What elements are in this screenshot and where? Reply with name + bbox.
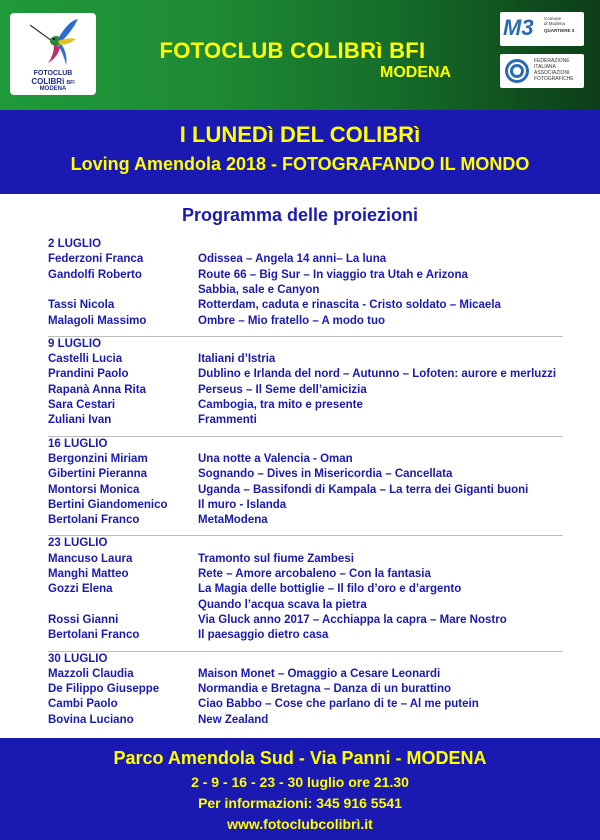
section-divider [48, 651, 563, 652]
projection-title: Italiani d’Istria [198, 353, 276, 366]
author-name: Gibertini Pieranna [48, 468, 148, 481]
section-divider [48, 336, 563, 337]
footer-website[interactable]: www.fotoclubcolibrì.it [227, 816, 373, 832]
projection-title: Frammenti [198, 414, 257, 427]
fiaf-emblem-icon [504, 58, 530, 84]
footer-info: Per informazioni: 345 916 5541 [198, 795, 402, 811]
partner1-line: QUARTIERE 3 [544, 28, 575, 33]
program-date: 16 LUGLIO [48, 437, 108, 450]
program-date: 2 LUGLIO [48, 238, 102, 250]
projection-title: Rete – Amore arcobaleno – Con la fantasia [198, 568, 431, 580]
author-name: Bovina Luciano [48, 713, 134, 726]
projection-title: Ombre – Mio fratello – A modo tuo [198, 314, 385, 327]
author-name: Tassi Nicola [48, 299, 115, 312]
program-row [0, 368, 600, 382]
projection-title: Normandia e Bretagna – Danza di un burattino [198, 683, 452, 696]
projection-title: Maison Monet – Omaggio a Cesare Leonardi [198, 667, 441, 680]
program-row [0, 315, 600, 329]
author-name: Rapanà Anna Rita [48, 383, 146, 396]
header [0, 0, 600, 110]
projection-title: Uganda – Bassifondi di Kampala – La terra dei Giganti buoni [198, 483, 529, 496]
program-row [0, 453, 600, 467]
club-title: FOTOCLUB COLIBRì BFI [159, 38, 426, 63]
program-row [0, 353, 600, 367]
author-name: Bergonzini Miriam [48, 452, 148, 465]
author-name: Gandolfi Roberto [48, 268, 142, 281]
program-title: Programma delle proiezioni [181, 205, 419, 225]
program-row [0, 629, 600, 643]
program-row [0, 384, 600, 398]
projection-title: Sognando – Dives in Misericordia – Cancellata [198, 468, 453, 481]
program-row [0, 299, 600, 313]
projection-title: Il paesaggio dietro casa [198, 629, 329, 642]
projection-title: Una notte a Valencia - Oman [198, 452, 353, 465]
projection-title: Quando l’acqua scava la pietra [198, 598, 367, 611]
program-row [0, 568, 600, 582]
event-title: I LUNEDì DEL COLIBRì [179, 122, 421, 147]
author-name: Castelli Lucia [48, 353, 123, 366]
author-name: Federzoni Franca [48, 253, 144, 266]
projection-title: Rotterdam, caduta e rinascita - Cristo soldato – Micaela [198, 299, 501, 312]
program-row [0, 269, 600, 283]
program-row [0, 414, 600, 428]
partner1-line: di Modena [544, 21, 566, 26]
author-name: Bertini Giandomenico [48, 498, 168, 511]
partner2-line: ITALIANA [534, 64, 556, 70]
projection-title: Via Gluck anno 2017 – Acchiappa la capra – Mare Nostro [198, 613, 507, 626]
program-row [0, 714, 600, 728]
footer-location: Parco Amendola Sud - Via Panni - MODENA [113, 748, 487, 768]
projection-title: New Zealand [198, 713, 269, 726]
program-row [0, 514, 600, 528]
author-name: Sara Cestari [48, 399, 116, 411]
partner2-line: ASSOCIAZIONI [534, 70, 570, 76]
projection-title: MetaModena [198, 514, 268, 527]
projection-title: Tramonto sul fiume Zambesi [198, 552, 354, 565]
program-row [0, 484, 600, 498]
program-row [0, 468, 600, 482]
event-subtitle: Loving Amendola 2018 - FOTOGRAFANDO IL MONDO [70, 154, 530, 174]
partner2-line: FOTOGRAFICHE [534, 76, 574, 82]
projection-title: Dublino e Irlanda del nord – Autunno – Lofoten: aurore e merluzzi [198, 368, 557, 381]
footer [0, 738, 600, 840]
logo-line2: COLIBRì BFI [31, 77, 75, 86]
author-name: Bertolani Franco [48, 514, 140, 527]
logo-line1: FOTOCLUB [33, 70, 73, 77]
projection-title: La Magia delle bottiglie – Il filo d’oro e d’argento [198, 583, 462, 596]
hummingbird-icon [28, 17, 80, 69]
program-date: 30 LUGLIO [48, 652, 108, 665]
event-band [0, 110, 600, 194]
program-row [0, 253, 600, 267]
partner1-line: Comune [544, 16, 562, 21]
projection-title: Perseus – Il Seme dell’amicizia [198, 383, 367, 396]
author-name: Manghi Matteo [48, 568, 129, 580]
program-date: 9 LUGLIO [48, 337, 102, 350]
author-name: Bertolani Franco [48, 629, 140, 642]
author-name: Zuliani Ivan [48, 414, 112, 427]
program-row [0, 683, 600, 697]
program-row [0, 284, 600, 298]
club-logo [10, 13, 96, 95]
program-row [0, 553, 600, 567]
logo-line3: MODENA [39, 86, 67, 92]
author-name: Montorsi Monica [48, 483, 140, 496]
author-name: Mazzoli Claudia [48, 667, 134, 680]
club-subtitle: MODENA [380, 64, 452, 81]
author-name: Cambi Paolo [48, 698, 118, 711]
program-date: 23 LUGLIO [48, 537, 108, 550]
author-name: Rossi Gianni [48, 613, 119, 626]
footer-dates: 2 - 9 - 16 - 23 - 30 luglio ore 21.30 [191, 774, 409, 790]
program-row [0, 668, 600, 682]
author-name: Gozzi Elena [48, 583, 113, 596]
partner2-line: FEDERAZIONE [534, 58, 570, 64]
projection-title: Sabbia, sale e Canyon [198, 283, 320, 296]
partner-logo-comune [500, 12, 584, 46]
projection-title: Cambogia, tra mito e presente [198, 399, 363, 411]
projection-title: Route 66 – Big Sur – In viaggio tra Utah e Arizona [198, 268, 468, 281]
program-row [0, 583, 600, 597]
program-row [0, 698, 600, 712]
projection-title: Ciao Babbo – Cose che parlano di te – Al me putein [198, 698, 479, 711]
program-row [0, 399, 600, 413]
author-name: Malagoli Massimo [48, 314, 147, 327]
author-name: Prandini Paolo [48, 368, 129, 381]
author-name: Mancuso Laura [48, 552, 133, 565]
author-name: De Filippo Giuseppe [48, 683, 160, 696]
program-row [0, 499, 600, 513]
section-divider [48, 535, 563, 536]
section-divider [48, 436, 563, 437]
partner-logo-fiaf [500, 54, 584, 88]
program-row [0, 614, 600, 628]
projection-title: Il muro - Islanda [198, 498, 287, 511]
partner-mark: M3 [503, 15, 534, 40]
program-row [0, 599, 600, 613]
projection-title: Odissea – Angela 14 anni– La luna [198, 253, 387, 266]
